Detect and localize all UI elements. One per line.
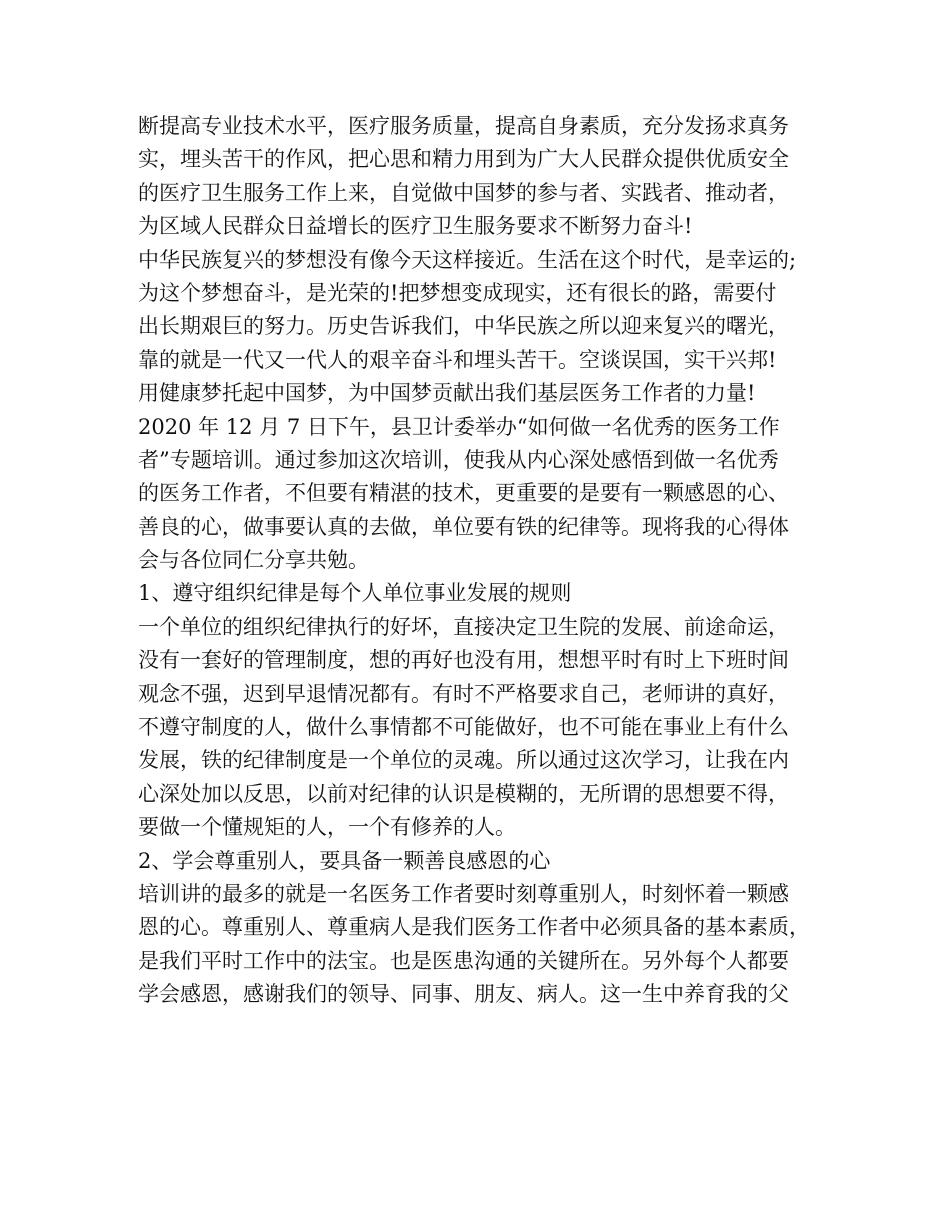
section-heading-1: 1、遵守组织纪律是每个人单位事业发展的规则	[138, 581, 572, 606]
section-heading-2: 2、学会尊重别人，要具备一颗善良感恩的心	[138, 848, 551, 873]
text-line: 学会感恩，感谢我们的领导、同事、朋友、病人。这一生中养育我的父	[138, 982, 789, 1007]
text-line: 出长期艰巨的努力。历史告诉我们，中华民族之所以迎来复兴的曙光，	[138, 314, 789, 339]
text-line: 观念不强，迟到早退情况都有。有时不严格要求自己，老师讲的真好，	[138, 681, 789, 706]
text-line: 断提高专业技术水平，医疗服务质量，提高自身素质，充分发扬求真务	[138, 114, 789, 138]
text-line: 善良的心，做事要认真的去做，单位要有铁的纪律等。现将我的心得体	[138, 514, 789, 539]
text-line: 靠的就是一代又一代人的艰辛奋斗和埋头苦干。空谈误国，实干兴邦!	[138, 347, 777, 372]
document-body	[138, 110, 818, 1012]
text-line: 的医疗卫生服务工作上来，自觉做中国梦的参与者、实践者、推动者，	[138, 180, 789, 205]
text-line: 实，埋头苦干的作风，把心思和精力用到为广大人民群众提供优质安全	[138, 147, 789, 172]
text-line: 一个单位的组织纪律执行的好坏，直接决定卫生院的发展、前途命运，	[138, 614, 789, 639]
text-line: 会与各位同仁分享共勉。	[138, 548, 369, 573]
text-line: 心深处加以反思，以前对纪律的认识是模糊的，无所谓的思想要不得，	[138, 781, 789, 806]
text-line: 者”专题培训。通过参加这次培训，使我从内心深处感悟到做一名优秀	[138, 447, 779, 472]
text-line: 发展，铁的纪律制度是一个单位的灵魂。所以通过这次学习，让我在内	[138, 748, 789, 773]
text-line: 用健康梦托起中国梦，为中国梦贡献出我们基层医务工作者的力量!	[138, 381, 756, 406]
text-line: 中华民族复兴的梦想没有像今天这样接近。生活在这个时代，是幸运的;	[138, 247, 797, 272]
text-line: 培训讲的最多的就是一名医务工作者要时刻尊重别人，时刻怀着一颗感	[138, 881, 789, 906]
text-line: 为区域人民群众日益增长的医疗卫生服务要求不断努力奋斗!	[138, 214, 693, 239]
text-line: 不遵守制度的人，做什么事情都不可能做好，也不可能在事业上有什么	[138, 715, 789, 740]
text-line: 恩的心。尊重别人、尊重病人是我们医务工作者中必须具备的基本素质，	[138, 915, 810, 940]
text-line: 没有一套好的管理制度，想的再好也没有用，想想平时有时上下班时间	[138, 648, 789, 673]
text-line: 是我们平时工作中的法宝。也是医患沟通的关键所在。另外每个人都要	[138, 948, 789, 973]
text-line: 为这个梦想奋斗，是光荣的!把梦想变成现实，还有很长的路，需要付	[138, 280, 777, 305]
text-line: 2020 年 12 月 7 日下午，县卫计委举办“如何做一名优秀的医务工作	[138, 414, 780, 439]
text-line: 要做一个懂规矩的人，一个有修养的人。	[138, 815, 516, 840]
text-line: 的医务工作者，不但要有精湛的技术，更重要的是要有一颗感恩的心、	[138, 481, 789, 506]
